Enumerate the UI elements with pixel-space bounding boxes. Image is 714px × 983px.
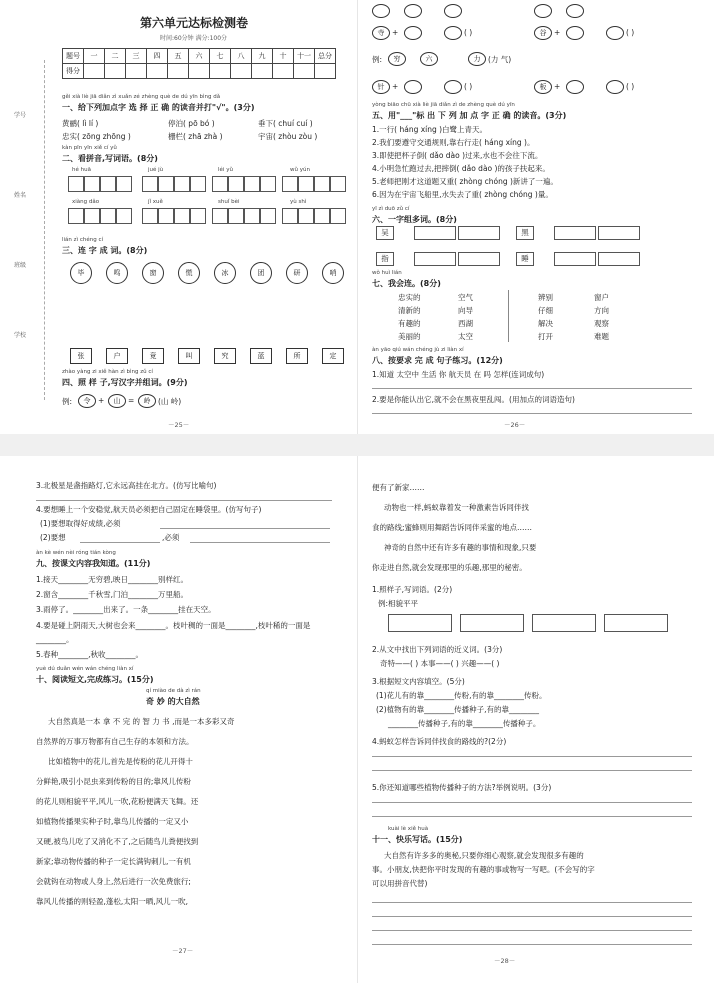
page-number: －25－ [168, 421, 190, 429]
score-header: 题号 [63, 49, 84, 64]
example-part: 山 [108, 394, 126, 408]
q6-answer-box[interactable] [414, 252, 456, 266]
answer-line[interactable] [372, 756, 692, 757]
q6-pinyin: yī zì duō zǔ cí [372, 206, 410, 212]
answer-line[interactable] [190, 542, 330, 543]
answer-line[interactable] [80, 542, 160, 543]
story-line: 靠风儿传播的则轻盈,蓬松,太阳一晒,风儿一吹, [36, 897, 189, 906]
q6-heading: 六、一字组多词。(8分) [372, 215, 457, 224]
q6-answer-box[interactable] [458, 252, 500, 266]
q10-subquestion: 4.蚂蚁怎样告诉同伴找食的路线的?(2分) [372, 737, 507, 746]
example-part: 令 [78, 394, 96, 408]
flower-char[interactable]: 团 [250, 262, 272, 284]
q3-heading: 三、连 字 成 词。(8分) [62, 246, 148, 255]
q3-pinyin: lián zì chéng cí [62, 237, 103, 243]
q4-pinyin: zhào yàng zi xiě hàn zì bìng zǔ cí [62, 369, 153, 375]
q2-word-pinyin: shuǐ bèi [218, 199, 240, 205]
story-title: 奇 妙 的大自然 [146, 697, 200, 706]
match-item[interactable]: 观察 [594, 319, 609, 328]
match-item[interactable]: 解决 [538, 319, 553, 328]
score-header: 三 [126, 49, 147, 64]
q2-word-pinyin: xiàng dǎo [72, 199, 100, 205]
story-line: 大自然真是一本 拿 不 完 的 智 力 书 ,而是一本多彩又奇 [48, 717, 235, 726]
match-item[interactable]: 方向 [594, 306, 609, 315]
char-circle: 寺 [372, 26, 390, 40]
match-item[interactable]: 有趣的 [398, 319, 421, 328]
flower-char[interactable]: 慌 [178, 262, 200, 284]
char-circle[interactable] [534, 4, 552, 18]
writing-grid[interactable] [282, 208, 346, 224]
q6-char: 睡 [516, 252, 534, 266]
q1-item[interactable]: 栅栏( zhā zhà ) [168, 132, 223, 141]
q7-heading: 七、我会连。(8分) [372, 279, 441, 288]
score-cell[interactable] [315, 64, 336, 79]
q8-subitem: ,必须 [162, 533, 180, 542]
q6-answer-box[interactable] [598, 226, 640, 240]
score-header: 十 [273, 49, 294, 64]
blank-paren[interactable]: ( ) [464, 82, 473, 91]
example-word: (山 岭) [158, 397, 182, 406]
q2-word-pinyin: wǔ yún [290, 167, 310, 173]
writing-grid[interactable] [142, 208, 206, 224]
writing-grid[interactable] [142, 176, 206, 192]
page-26 [357, 0, 714, 434]
q9-heading: 九、按课文内容我知道。(11分) [36, 559, 151, 568]
page-25 [0, 0, 357, 434]
q9-item[interactable]: 3.雨停了。________出来了。一条________挂在天空。 [36, 605, 216, 614]
q2-pinyin: kàn pīn yīn xiě cí yǔ [62, 145, 117, 151]
match-item[interactable]: 清新的 [398, 306, 421, 315]
match-item[interactable]: 难题 [594, 332, 609, 341]
char-circle: 针 [372, 80, 390, 94]
bee-char[interactable]: 定 [322, 348, 344, 364]
char-circle[interactable] [444, 26, 462, 40]
story-line: 会就钩在动物或人身上,然后进行一次免费旅行; [36, 877, 191, 886]
sidebar-label: 学校 [14, 332, 27, 339]
story-line: 动物也一样,蚂蚁靠着发一种激素告诉同伴找 [384, 503, 529, 512]
char-circle[interactable] [606, 26, 624, 40]
q5-item[interactable]: 4.小明急忙跑过去,把摔倒( dǎo dào )的孩子扶起来。 [372, 164, 550, 173]
score-header: 十一 [294, 49, 315, 64]
q10-fill[interactable]: (1)花儿有的靠________传粉,有的靠________传粉。 [376, 691, 547, 700]
writing-grid[interactable] [68, 176, 132, 192]
example-part: 六 [420, 52, 438, 66]
story-line: 又硬,被鸟儿吃了又消化不了,之后随鸟儿粪便找到 [36, 837, 199, 846]
q6-answer-box[interactable] [414, 226, 456, 240]
q11-prompt: 事。小朋友,快把你平时发现的有趣的事或物写一写吧。(不会写的字 [372, 865, 595, 874]
char-circle[interactable] [566, 26, 584, 40]
exam-title: 第六单元达标检测卷 [140, 16, 249, 30]
answer-line[interactable] [372, 930, 692, 931]
story-title-pinyin: qí miào de dà zì rán [146, 688, 201, 694]
answer-line[interactable] [372, 944, 692, 945]
match-item[interactable]: 仔细 [538, 306, 553, 315]
score-header: 一 [84, 49, 105, 64]
q10-subquestion: 1.照样子,写词语。(2分) [372, 585, 453, 594]
plus-sign: + [554, 82, 561, 91]
q6-answer-box[interactable] [598, 252, 640, 266]
q6-answer-box[interactable] [458, 226, 500, 240]
match-item[interactable]: 西湖 [458, 319, 473, 328]
q1-item[interactable]: 黄鹂( lì lí ) [62, 119, 99, 128]
q6-answer-box[interactable] [554, 226, 596, 240]
q10-subquestion: 3.根据短文内容填空。(5分) [372, 677, 465, 686]
story-line: 的花儿则相貌平平,风儿一吹,花粉便满天飞舞。还 [36, 797, 199, 806]
story-line: 便有了新家…… [372, 483, 425, 492]
example-result: 力 [468, 52, 486, 66]
answer-line[interactable] [372, 802, 692, 803]
bee-char[interactable]: 蓝 [250, 348, 272, 364]
plus-sign: + [392, 82, 399, 91]
example-label: 例: [372, 55, 383, 64]
q8-subitem: (1)要想取得好成绩,必须 [40, 519, 121, 528]
writing-grid[interactable] [212, 208, 276, 224]
page-number: －26－ [504, 421, 526, 429]
blank-paren[interactable]: ( ) [626, 28, 635, 37]
sidebar-label: 班级 [14, 262, 27, 269]
answer-box[interactable] [460, 614, 524, 632]
score-header: 八 [231, 49, 252, 64]
q5-item[interactable]: 2.我们要遵守交通规则,靠右行走( háng xíng )。 [372, 138, 535, 147]
writing-grid[interactable] [68, 208, 132, 224]
answer-line[interactable] [372, 413, 692, 414]
score-row-label: 得分 [63, 64, 84, 79]
score-header: 四 [147, 49, 168, 64]
answer-line[interactable] [160, 528, 330, 529]
q8-item: 2.要是你能认出它,就不会在黑夜里乱闯。(用加点的词语造句) [372, 395, 575, 404]
score-cell[interactable] [84, 64, 105, 79]
q9-item[interactable]: 2.窗含________千秋雪,门泊________万里船。 [36, 590, 189, 599]
q4-heading: 四、照 样 子,写汉字并组词。(9分) [62, 378, 188, 387]
q11-prompt: 大自然有许多多的奥秘,只要你细心观察,就会发现很多有趣的 [384, 851, 584, 860]
q2-word-pinyin: léi yǔ [218, 167, 233, 173]
answer-line[interactable] [372, 902, 692, 903]
q1-item[interactable]: 垂下( chuí cuí ) [258, 119, 313, 128]
example-label: 例: [62, 397, 73, 406]
page-28 [357, 456, 714, 983]
sidebar-label: 学号 [14, 112, 27, 119]
q2-word-pinyin: jǐ xuě [148, 199, 163, 205]
score-header: 总分 [315, 49, 336, 64]
match-item[interactable]: 向导 [458, 306, 473, 315]
score-header: 二 [105, 49, 126, 64]
char-circle[interactable] [606, 80, 624, 94]
bee-char[interactable]: 张 [70, 348, 92, 364]
writing-grid[interactable] [212, 176, 276, 192]
bee-char[interactable]: 竟 [142, 348, 164, 364]
q1-pinyin: gěi xià liè jiā diǎn zì xuǎn zé zhèng què de dú yīn bìng dǎ [62, 94, 221, 100]
q1-heading: 一、给下列加点字 选 择 正 确 的读音并打"√"。(3分) [62, 103, 255, 112]
q9-item[interactable]: 4.要是碰上阴雨天,大树也会来________。枝叶稠的一面是________,枝叶稀的一面是________。 [36, 621, 311, 644]
answer-line[interactable] [372, 816, 692, 817]
q10-subquestion: 5.你还知道哪些植物传播种子的方法?举例说明。(3分) [372, 783, 552, 792]
score-cell[interactable] [273, 64, 294, 79]
answer-line[interactable] [372, 388, 692, 389]
char-circle[interactable] [444, 4, 462, 18]
q8-subitem: (2)要想 [40, 533, 66, 542]
q2-word-pinyin: hé huā [72, 167, 91, 173]
match-item[interactable]: 打开 [538, 332, 553, 341]
writing-grid[interactable] [282, 176, 346, 192]
flower-char[interactable]: 研 [286, 262, 308, 284]
q5-pinyin: yòng biāo chū xià liè jiā diǎn zì de zhèng què dú yīn [372, 102, 515, 108]
page-27 [0, 456, 357, 983]
score-cell[interactable] [189, 64, 210, 79]
q8-item: 4.要想睡上一个安稳觉,航天员必须把自己固定在睡袋里。(仿写句子) [36, 505, 262, 514]
answer-box[interactable] [532, 614, 596, 632]
story-line: 神奇的自然中还有许多有趣的事情和现象,只要 [384, 543, 537, 552]
q11-heading: 十一、快乐写话。(15分) [372, 835, 463, 844]
blank-paren[interactable]: ( ) [464, 28, 473, 37]
char-circle: 板 [534, 80, 552, 94]
q9-item[interactable]: 5.春种________,秋收________。 [36, 650, 144, 659]
sidebar-label: 姓名 [14, 192, 27, 199]
story-line: 分鲜艳,吸引小昆虫来到传粉的目的;靠风儿传粉 [36, 777, 191, 786]
score-cell[interactable] [294, 64, 315, 79]
q9-pinyin: àn kè wén nèi róng tián kòng [36, 550, 116, 556]
match-item[interactable]: 空气 [458, 293, 473, 302]
q5-item[interactable]: 1.一行( háng xíng )白鹭上青天。 [372, 125, 488, 134]
char-circle[interactable] [404, 4, 422, 18]
char-circle[interactable] [404, 26, 422, 40]
blank-paren[interactable]: ( ) [626, 82, 635, 91]
q5-item[interactable]: 6.因为在宇宙飞船里,水失去了重( zhòng chóng )量。 [372, 190, 553, 199]
score-cell[interactable] [210, 64, 231, 79]
q6-char: 指 [376, 252, 394, 266]
q9-item[interactable]: 1.接天________无穷碧,映日________别样红。 [36, 575, 189, 584]
page-gap [0, 434, 714, 456]
divider [508, 290, 509, 342]
q10-example: 例:相貌平平 [378, 599, 419, 608]
plus-sign: + [392, 28, 399, 37]
char-circle[interactable] [566, 4, 584, 18]
flower-char[interactable]: 毕 [70, 262, 92, 284]
bee-char[interactable]: 户 [106, 348, 128, 364]
score-cell[interactable] [231, 64, 252, 79]
q10-heading: 十、阅读短文,完成练习。(15分) [36, 675, 154, 684]
char-circle[interactable] [566, 80, 584, 94]
q2-heading: 二、看拼音,写词语。(8分) [62, 154, 158, 163]
flower-char[interactable]: 鸣 [106, 262, 128, 284]
score-cell[interactable] [252, 64, 273, 79]
q7-pinyin: wǒ huì lián [372, 270, 402, 276]
equals-sign: = [128, 396, 135, 405]
q2-word-pinyin: yù shì [290, 199, 307, 205]
q5-item[interactable]: 3.即使把杯子倒( dǎo dào )过来,水也不会往下流。 [372, 151, 543, 160]
score-cell[interactable] [126, 64, 147, 79]
example-result: 岭 [138, 394, 156, 408]
story-line: 自然界的万事万物都有自己生存的本领和方法。 [36, 737, 194, 746]
example-part: 穷 [388, 52, 406, 66]
score-cell[interactable] [147, 64, 168, 79]
score-cell[interactable] [168, 64, 189, 79]
q10-subquestion: 2.从文中找出下列词语的近义词。(3分) [372, 645, 503, 654]
answer-line[interactable] [372, 770, 692, 771]
q5-item[interactable]: 5.老师把刚才这道题又重( zhòng chóng )新讲了一遍。 [372, 177, 558, 186]
bee-char[interactable]: 究 [214, 348, 236, 364]
q10-pinyin: yuè dú duǎn wén wán chéng liàn xí [36, 666, 134, 672]
q10-fill[interactable]: (2)植物有的靠________传播种子,有的靠________ [376, 705, 540, 714]
match-item[interactable]: 窗户 [594, 293, 609, 302]
q8-item: 3.北极星是盏指路灯,它永远高挂在北方。(仿写比喻句) [36, 481, 217, 490]
q8-item: 1.知道 太空中 生活 你 航天员 在 吗 怎样(连词成句) [372, 370, 545, 379]
score-header: 六 [189, 49, 210, 64]
match-item[interactable]: 美丽的 [398, 332, 421, 341]
page-number: －27－ [172, 947, 194, 955]
example-word: (力 气) [488, 55, 512, 64]
student-info-sidebar [10, 60, 40, 400]
score-header: 五 [168, 49, 189, 64]
binding-line [44, 60, 45, 400]
char-circle[interactable] [444, 80, 462, 94]
answer-box[interactable] [388, 614, 452, 632]
score-header: 九 [252, 49, 273, 64]
story-line: 比如植物中的花儿,首先是传粉的花儿开得十 [48, 757, 193, 766]
flower-char[interactable]: 窗 [142, 262, 164, 284]
bee-char[interactable]: 叫 [178, 348, 200, 364]
q11-pinyin: kuài lè xiě huà [388, 826, 429, 832]
answer-line[interactable] [36, 500, 332, 501]
match-item[interactable]: 太空 [458, 332, 473, 341]
score-table [62, 48, 336, 79]
q11-prompt: 可以用拼音代替) [372, 879, 428, 888]
match-item[interactable]: 辨别 [538, 293, 553, 302]
char-circle: 谷 [534, 26, 552, 40]
q1-item[interactable]: 宇宙( zhòu zòu ) [258, 132, 318, 141]
flower-char[interactable]: 冰 [214, 262, 236, 284]
q6-answer-box[interactable] [554, 252, 596, 266]
story-line: 食的路线;蜜蜂则用舞蹈告诉同伴采蜜的地点…… [372, 523, 533, 532]
q1-item[interactable]: 停泊( pō bó ) [168, 119, 215, 128]
answer-line[interactable] [372, 916, 692, 917]
q5-heading: 五、用"___"标 出 下 列 加 点 字 正 确 的读音。(3分) [372, 111, 567, 120]
char-circle[interactable] [372, 4, 390, 18]
story-line: 新家;靠动物传播的种子一定长满钩刺儿,一有机 [36, 857, 191, 866]
q10-fill[interactable]: ________传播种子,有的靠________传播种子。 [388, 719, 541, 728]
match-item[interactable]: 忠实的 [398, 293, 421, 302]
plus-sign: + [98, 396, 105, 405]
q10-synonyms[interactable]: 奇特——( ) 本事——( ) 兴趣——( ) [380, 659, 500, 668]
score-cell[interactable] [105, 64, 126, 79]
flower-char[interactable]: 哨 [322, 262, 344, 284]
answer-box[interactable] [604, 614, 668, 632]
score-header: 七 [210, 49, 231, 64]
q6-char: 吴 [376, 226, 394, 240]
exam-meta: 时间:60分钟 满分:100分 [160, 35, 228, 42]
q1-item[interactable]: 忠实( zōng zhōng ) [62, 132, 131, 141]
story-line: 你走进自然,就会发现那里的乐趣,那里的秘密。 [372, 563, 527, 572]
plus-sign: + [554, 28, 561, 37]
q8-pinyin: àn yāo qiú wán chéng jù zi liàn xí [372, 347, 464, 353]
char-circle[interactable] [404, 80, 422, 94]
q2-word-pinyin: jué jù [148, 167, 164, 173]
q6-char: 黑 [516, 226, 534, 240]
page-number: －28－ [494, 957, 516, 965]
story-line: 如植物传播果实种子时,靠鸟儿传播的一定又小 [36, 817, 189, 826]
bee-char[interactable]: 所 [286, 348, 308, 364]
q8-heading: 八、按要求 完 成 句子练习。(12分) [372, 356, 503, 365]
